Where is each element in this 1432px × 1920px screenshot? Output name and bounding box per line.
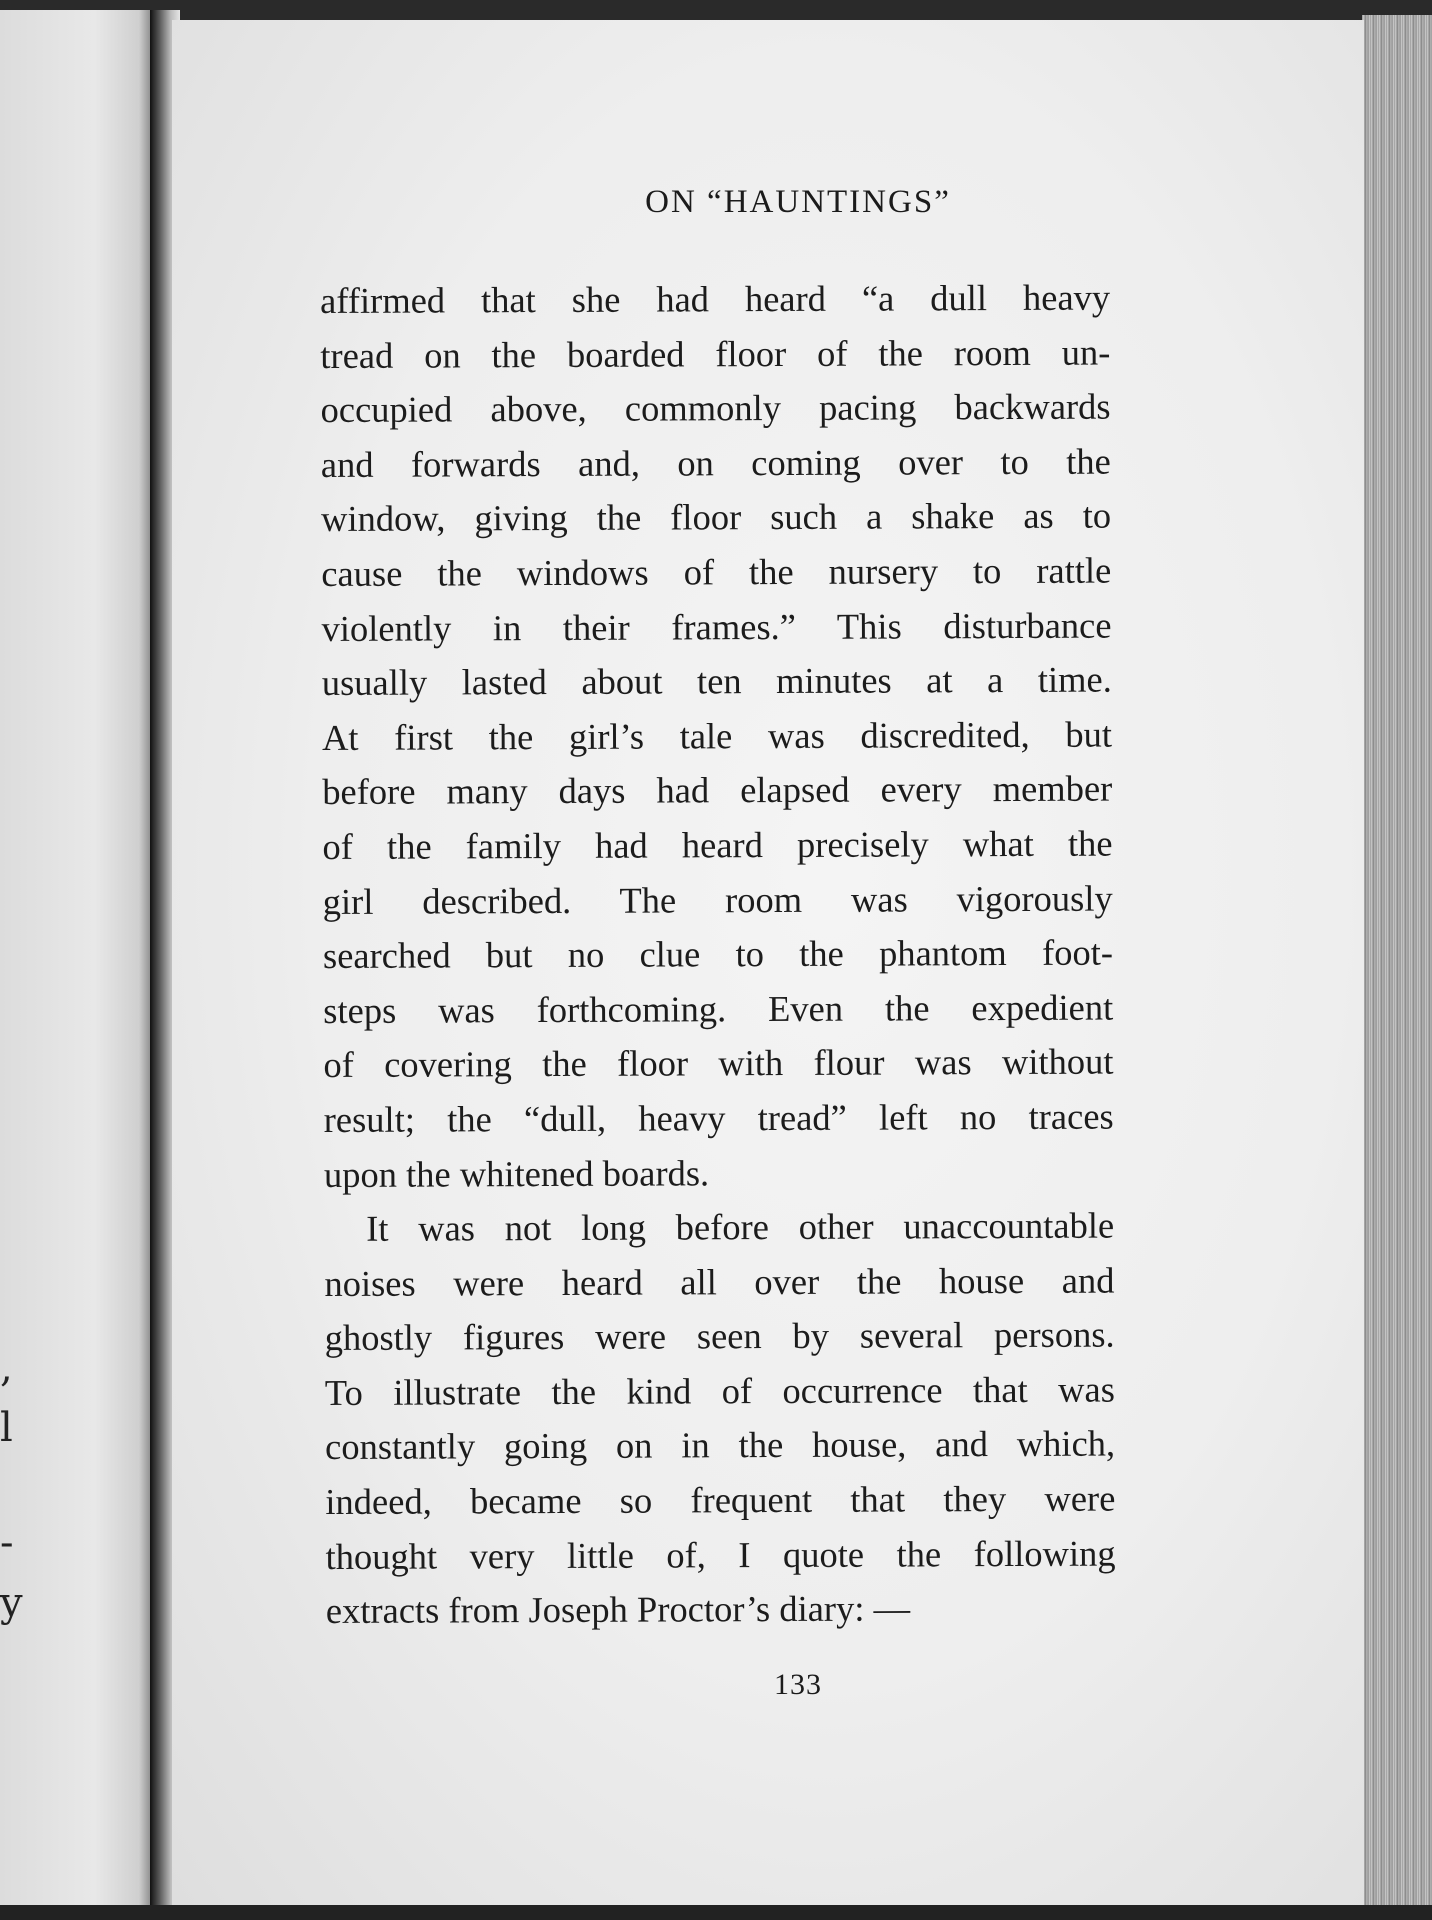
text-line: It was not long before other unaccountable xyxy=(366,1204,1115,1249)
text-line: steps was forthcoming. Even the expedient xyxy=(323,986,1114,1031)
text-line: girl described. The room was vigorously xyxy=(322,877,1113,922)
text-line: noises were heard all over the house and xyxy=(324,1259,1115,1304)
text-line: usually lasted about ten minutes at a time. xyxy=(321,658,1112,704)
running-head-text: ON “HAUNTINGS” xyxy=(645,184,951,220)
text-line: extracts from Joseph Proctor’s diary: — xyxy=(325,1587,911,1632)
text-line: and forwards and, on coming over to the xyxy=(320,440,1111,485)
text-line: result; the “dull, heavy tread” left no traces xyxy=(323,1095,1114,1140)
text-line: ghostly figures were seen by several persons. xyxy=(324,1313,1115,1359)
text-line: occupied above, commonly pacing backwards xyxy=(320,385,1111,431)
text-line: searched but no clue to the phantom foot- xyxy=(322,931,1114,977)
text-line: constantly going on in the house, and which, xyxy=(325,1423,1116,1468)
running-head xyxy=(172,184,1364,221)
margin-mark: - xyxy=(0,1520,14,1566)
text-line: of the family had heard precisely what the xyxy=(322,822,1113,867)
text-line: To illustrate the kind of occurrence that was xyxy=(324,1368,1115,1413)
page-number xyxy=(172,1668,1364,1702)
text-line: upon the whitened boards. xyxy=(323,1151,710,1195)
facing-page-edge xyxy=(0,10,158,1910)
text-line: affirmed that she had heard “a dull heavy xyxy=(320,276,1111,321)
text-line: tread on the boarded floor of the room un- xyxy=(320,331,1111,376)
text-line: indeed, became so frequent that they were xyxy=(325,1477,1116,1523)
body-text xyxy=(320,271,1116,1639)
text-line: At first the girl’s tale was discredited, but xyxy=(321,713,1113,758)
book-page xyxy=(172,20,1364,1905)
text-line: of covering the floor with flour was without xyxy=(323,1040,1114,1086)
text-line: thought very little of, I quote the following xyxy=(325,1532,1116,1577)
margin-mark: , xyxy=(0,1345,13,1391)
text-line: window, giving the floor such a shake as to xyxy=(320,494,1112,540)
text-line: cause the windows of the nursery to rattle xyxy=(321,549,1112,594)
text-line: violently in their frames.” This disturbance xyxy=(321,604,1112,649)
page-number-text: 133 xyxy=(774,1668,822,1701)
text-line: before many days had elapsed every member xyxy=(322,767,1113,813)
scan-bottom-edge xyxy=(0,1905,1432,1920)
page-fore-edge xyxy=(1362,15,1432,1910)
margin-mark: y xyxy=(0,1580,23,1626)
margin-mark: l xyxy=(0,1405,13,1451)
